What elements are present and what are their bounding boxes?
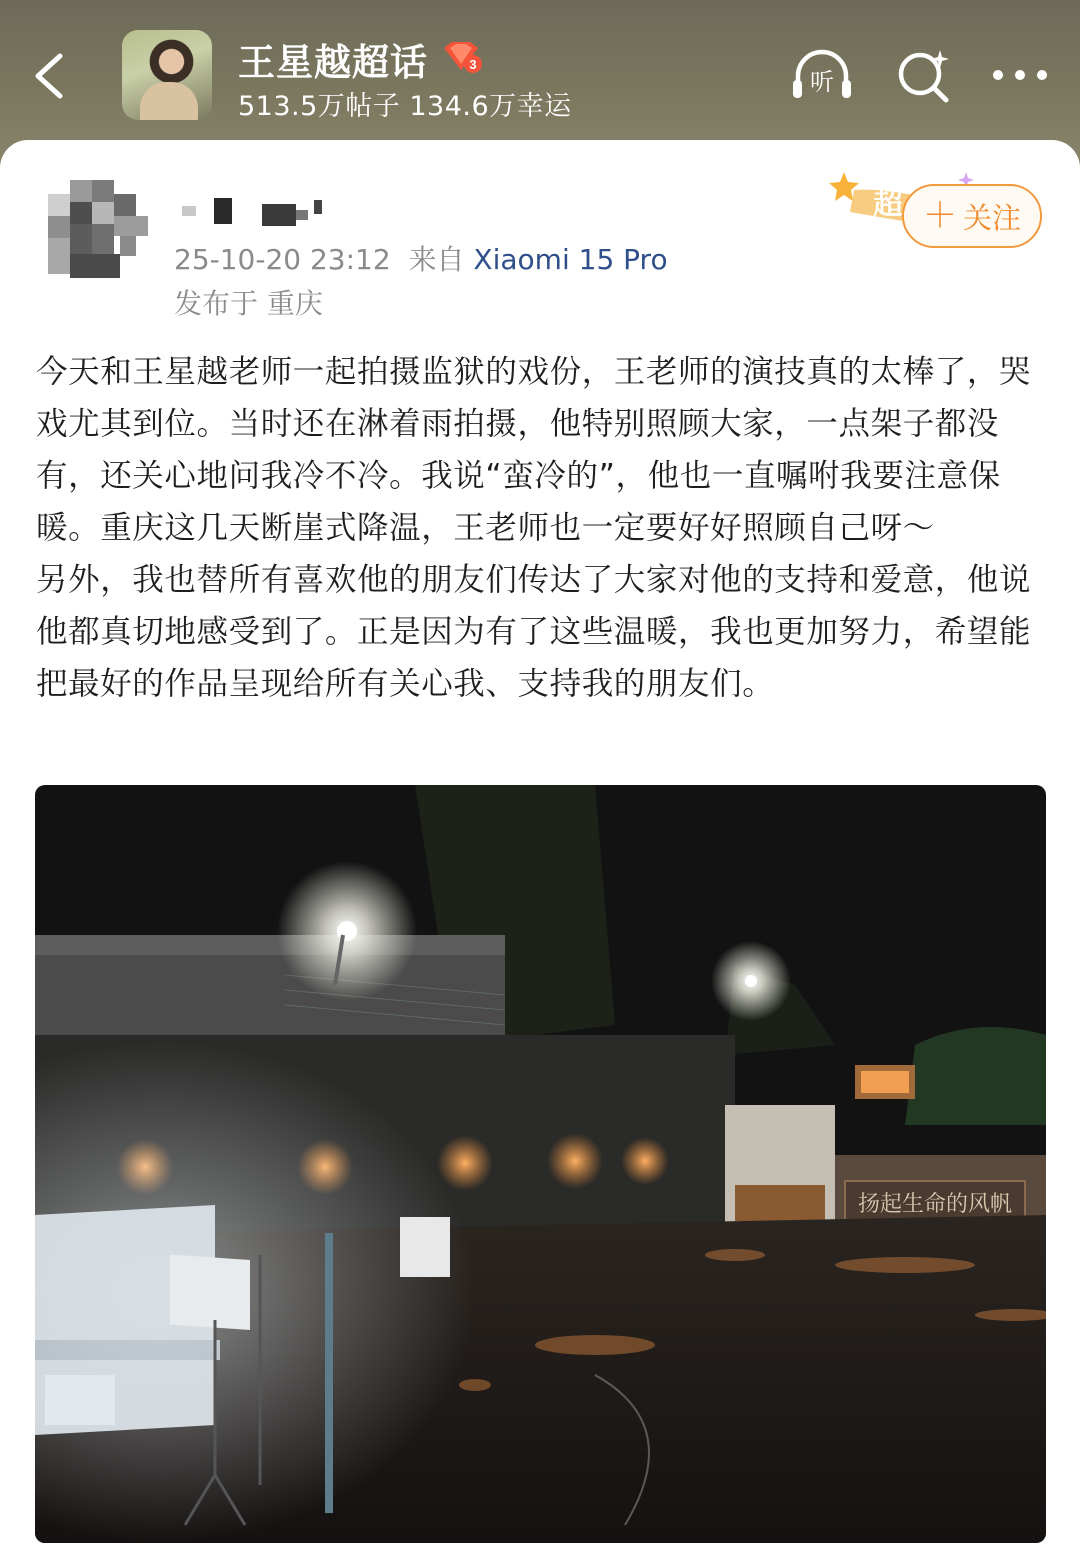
post-meta: [174, 238, 668, 278]
listen-label: 听: [810, 68, 834, 96]
author-avatar-blurred[interactable]: [48, 180, 148, 280]
post-paragraph-1: 今天和王星越老师一起拍摄监狱的戏份，王老师的演技真的太棒了，哭戏尤其到位。当时还在淋着雨拍摄，他特别照顾大家，一点架子都没有，还关心地问我冷不冷。我说“蛮冷的”，他也一直嘱咐我要注意保暖。重庆这几天断崖式降温，王老师也一定要好好照顾自己呀～: [36, 354, 1032, 546]
more-dots-icon[interactable]: [988, 46, 1052, 104]
diamond-level-badge-icon: [440, 40, 482, 74]
plus-icon: ＋: [922, 196, 957, 236]
photo-sign-text: 扬起生命的风帆: [857, 1192, 1013, 1217]
post-photo[interactable]: [35, 785, 1046, 1543]
post-body: [36, 346, 1046, 710]
post-card: [0, 140, 1080, 1565]
topic-stats: 513.5万帖子 134.6万幸运: [238, 91, 572, 122]
device-name[interactable]: Xiaomi 15 Pro: [473, 243, 668, 276]
follow-label: 关注: [962, 200, 1021, 235]
post-location: 发布于 重庆: [174, 287, 323, 320]
source-prefix: 来自: [408, 243, 465, 276]
author-name-blurred[interactable]: [178, 190, 338, 230]
post-paragraph-2: 另外，我也替所有喜欢他的朋友们传达了大家对他的支持和爱意，他说他都真切地感受到了。正是因为有了这些温暖，我也更加努力，希望能把最好的作品呈现给所有关心我、支持我的朋友们。: [36, 562, 1032, 702]
back-arrow-icon[interactable]: [26, 48, 76, 104]
follow-button[interactable]: [902, 184, 1042, 248]
topic-avatar[interactable]: [122, 30, 212, 120]
search-sparkle-icon[interactable]: [892, 46, 956, 104]
listen-headphones-icon[interactable]: [790, 46, 854, 104]
topic-title[interactable]: 王星越超话: [238, 41, 428, 84]
post-timestamp: 25-10-20 23:12: [174, 243, 391, 276]
svg-text:3: 3: [469, 57, 477, 72]
super-badge-label: 超: [873, 187, 903, 222]
